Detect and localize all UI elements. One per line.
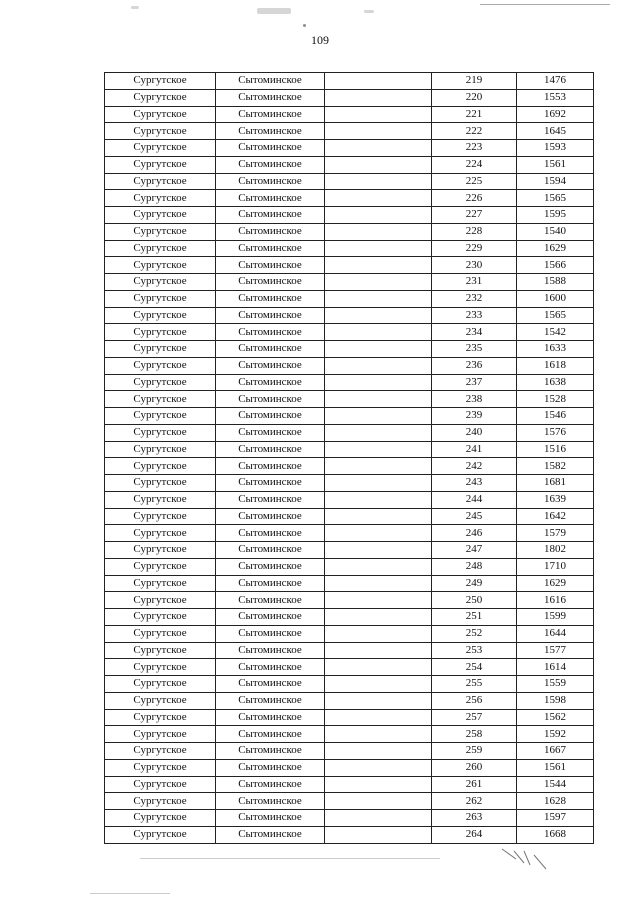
extra-cell <box>325 592 432 609</box>
number-cell: 236 <box>432 357 517 374</box>
field-cell: Сытоминское <box>216 558 325 575</box>
table-row <box>105 558 594 575</box>
extra-cell <box>325 743 432 760</box>
value-cell: 1476 <box>517 73 594 90</box>
region-cell: Сургутское <box>105 776 216 793</box>
region-cell: Сургутское <box>105 592 216 609</box>
table-row <box>105 424 594 441</box>
extra-cell <box>325 240 432 257</box>
number-cell: 222 <box>432 123 517 140</box>
value-cell: 1628 <box>517 793 594 810</box>
extra-cell <box>325 542 432 559</box>
value-cell: 1614 <box>517 659 594 676</box>
region-cell: Сургутское <box>105 223 216 240</box>
region-cell: Сургутское <box>105 609 216 626</box>
extra-cell <box>325 140 432 157</box>
field-cell: Сытоминское <box>216 676 325 693</box>
value-cell: 1565 <box>517 307 594 324</box>
region-cell: Сургутское <box>105 357 216 374</box>
field-cell: Сытоминское <box>216 106 325 123</box>
region-cell: Сургутское <box>105 625 216 642</box>
extra-cell <box>325 290 432 307</box>
table-row <box>105 374 594 391</box>
field-cell: Сытоминское <box>216 810 325 827</box>
table-row <box>105 592 594 609</box>
field-cell: Сытоминское <box>216 592 325 609</box>
extra-cell <box>325 73 432 90</box>
field-cell: Сытоминское <box>216 642 325 659</box>
extra-cell <box>325 341 432 358</box>
value-cell: 1629 <box>517 575 594 592</box>
field-cell: Сытоминское <box>216 575 325 592</box>
field-cell: Сытоминское <box>216 290 325 307</box>
field-cell: Сытоминское <box>216 89 325 106</box>
field-cell: Сытоминское <box>216 156 325 173</box>
extra-cell <box>325 625 432 642</box>
region-cell: Сургутское <box>105 156 216 173</box>
field-cell: Сытоминское <box>216 508 325 525</box>
region-cell: Сургутское <box>105 558 216 575</box>
region-cell: Сургутское <box>105 73 216 90</box>
scan-line <box>90 893 170 894</box>
scan-smudge <box>257 8 291 14</box>
table-row <box>105 525 594 542</box>
field-cell: Сытоминское <box>216 357 325 374</box>
field-cell: Сытоминское <box>216 542 325 559</box>
field-cell: Сытоминское <box>216 341 325 358</box>
number-cell: 221 <box>432 106 517 123</box>
field-cell: Сытоминское <box>216 140 325 157</box>
field-cell: Сытоминское <box>216 374 325 391</box>
table-row <box>105 743 594 760</box>
extra-cell <box>325 223 432 240</box>
value-cell: 1553 <box>517 89 594 106</box>
region-cell: Сургутское <box>105 140 216 157</box>
region-cell: Сургутское <box>105 424 216 441</box>
value-cell: 1594 <box>517 173 594 190</box>
field-cell: Сытоминское <box>216 223 325 240</box>
number-cell: 242 <box>432 458 517 475</box>
region-cell: Сургутское <box>105 106 216 123</box>
value-cell: 1577 <box>517 642 594 659</box>
region-cell: Сургутское <box>105 441 216 458</box>
extra-cell <box>325 525 432 542</box>
table-row <box>105 123 594 140</box>
value-cell: 1802 <box>517 542 594 559</box>
field-cell: Сытоминское <box>216 73 325 90</box>
extra-cell <box>325 810 432 827</box>
field-cell: Сытоминское <box>216 793 325 810</box>
extra-cell <box>325 475 432 492</box>
table-row <box>105 491 594 508</box>
field-cell: Сытоминское <box>216 458 325 475</box>
number-cell: 251 <box>432 609 517 626</box>
region-cell: Сургутское <box>105 374 216 391</box>
region-cell: Сургутское <box>105 257 216 274</box>
extra-cell <box>325 274 432 291</box>
number-cell: 262 <box>432 793 517 810</box>
number-cell: 245 <box>432 508 517 525</box>
field-cell: Сытоминское <box>216 173 325 190</box>
value-cell: 1576 <box>517 424 594 441</box>
table-row <box>105 290 594 307</box>
table-row <box>105 140 594 157</box>
region-cell: Сургутское <box>105 290 216 307</box>
region-cell: Сургутское <box>105 458 216 475</box>
extra-cell <box>325 609 432 626</box>
extra-cell <box>325 642 432 659</box>
value-cell: 1595 <box>517 207 594 224</box>
table-row <box>105 357 594 374</box>
registry-table <box>104 72 594 844</box>
extra-cell <box>325 357 432 374</box>
number-cell: 219 <box>432 73 517 90</box>
extra-cell <box>325 441 432 458</box>
value-cell: 1681 <box>517 475 594 492</box>
table-row <box>105 391 594 408</box>
value-cell: 1645 <box>517 123 594 140</box>
extra-cell <box>325 726 432 743</box>
region-cell: Сургутское <box>105 307 216 324</box>
table-row <box>105 793 594 810</box>
field-cell: Сытоминское <box>216 659 325 676</box>
field-cell: Сытоминское <box>216 709 325 726</box>
value-cell: 1516 <box>517 441 594 458</box>
field-cell: Сытоминское <box>216 491 325 508</box>
table-row <box>105 642 594 659</box>
extra-cell <box>325 659 432 676</box>
extra-cell <box>325 106 432 123</box>
region-cell: Сургутское <box>105 408 216 425</box>
number-cell: 224 <box>432 156 517 173</box>
number-cell: 253 <box>432 642 517 659</box>
number-cell: 244 <box>432 491 517 508</box>
table-row <box>105 223 594 240</box>
value-cell: 1692 <box>517 106 594 123</box>
extra-cell <box>325 408 432 425</box>
number-cell: 249 <box>432 575 517 592</box>
value-cell: 1592 <box>517 726 594 743</box>
region-cell: Сургутское <box>105 475 216 492</box>
value-cell: 1579 <box>517 525 594 542</box>
field-cell: Сытоминское <box>216 190 325 207</box>
number-cell: 226 <box>432 190 517 207</box>
number-cell: 229 <box>432 240 517 257</box>
value-cell: 1559 <box>517 676 594 693</box>
value-cell: 1600 <box>517 290 594 307</box>
value-cell: 1642 <box>517 508 594 525</box>
table-row <box>105 324 594 341</box>
value-cell: 1644 <box>517 625 594 642</box>
field-cell: Сытоминское <box>216 207 325 224</box>
extra-cell <box>325 558 432 575</box>
value-cell: 1542 <box>517 324 594 341</box>
number-cell: 232 <box>432 290 517 307</box>
field-cell: Сытоминское <box>216 625 325 642</box>
table-row <box>105 307 594 324</box>
field-cell: Сытоминское <box>216 408 325 425</box>
scan-smudge <box>131 6 139 9</box>
scan-line <box>140 858 440 859</box>
field-cell: Сытоминское <box>216 776 325 793</box>
table-row <box>105 776 594 793</box>
table-row <box>105 240 594 257</box>
field-cell: Сытоминское <box>216 726 325 743</box>
value-cell: 1593 <box>517 140 594 157</box>
region-cell: Сургутское <box>105 793 216 810</box>
value-cell: 1540 <box>517 223 594 240</box>
number-cell: 227 <box>432 207 517 224</box>
value-cell: 1710 <box>517 558 594 575</box>
table-row <box>105 508 594 525</box>
table-row <box>105 73 594 90</box>
table-row <box>105 408 594 425</box>
region-cell: Сургутское <box>105 743 216 760</box>
number-cell: 256 <box>432 692 517 709</box>
value-cell: 1639 <box>517 491 594 508</box>
region-cell: Сургутское <box>105 123 216 140</box>
extra-cell <box>325 123 432 140</box>
extra-cell <box>325 759 432 776</box>
table-row <box>105 257 594 274</box>
region-cell: Сургутское <box>105 491 216 508</box>
table-row <box>105 475 594 492</box>
number-cell: 238 <box>432 391 517 408</box>
number-cell: 252 <box>432 625 517 642</box>
number-cell: 240 <box>432 424 517 441</box>
number-cell: 255 <box>432 676 517 693</box>
table-row <box>105 609 594 626</box>
extra-cell <box>325 424 432 441</box>
field-cell: Сытоминское <box>216 307 325 324</box>
region-cell: Сургутское <box>105 525 216 542</box>
field-cell: Сытоминское <box>216 274 325 291</box>
value-cell: 1582 <box>517 458 594 475</box>
region-cell: Сургутское <box>105 324 216 341</box>
number-cell: 264 <box>432 826 517 843</box>
extra-cell <box>325 692 432 709</box>
value-cell: 1561 <box>517 156 594 173</box>
region-cell: Сургутское <box>105 542 216 559</box>
table-row <box>105 207 594 224</box>
value-cell: 1562 <box>517 709 594 726</box>
value-cell: 1597 <box>517 810 594 827</box>
table-row <box>105 341 594 358</box>
value-cell: 1599 <box>517 609 594 626</box>
value-cell: 1638 <box>517 374 594 391</box>
extra-cell <box>325 374 432 391</box>
table-row <box>105 173 594 190</box>
number-cell: 233 <box>432 307 517 324</box>
extra-cell <box>325 391 432 408</box>
number-cell: 231 <box>432 274 517 291</box>
extra-cell <box>325 575 432 592</box>
extra-cell <box>325 156 432 173</box>
table-row <box>105 692 594 709</box>
value-cell: 1629 <box>517 240 594 257</box>
value-cell: 1618 <box>517 357 594 374</box>
region-cell: Сургутское <box>105 391 216 408</box>
number-cell: 258 <box>432 726 517 743</box>
field-cell: Сытоминское <box>216 759 325 776</box>
value-cell: 1616 <box>517 592 594 609</box>
field-cell: Сытоминское <box>216 324 325 341</box>
extra-cell <box>325 793 432 810</box>
region-cell: Сургутское <box>105 692 216 709</box>
table-row <box>105 190 594 207</box>
number-cell: 239 <box>432 408 517 425</box>
extra-cell <box>325 173 432 190</box>
region-cell: Сургутское <box>105 341 216 358</box>
scan-smudge <box>364 10 374 13</box>
table-row <box>105 89 594 106</box>
number-cell: 234 <box>432 324 517 341</box>
number-cell: 247 <box>432 542 517 559</box>
table-row <box>105 106 594 123</box>
region-cell: Сургутское <box>105 826 216 843</box>
field-cell: Сытоминское <box>216 609 325 626</box>
extra-cell <box>325 307 432 324</box>
number-cell: 261 <box>432 776 517 793</box>
number-cell: 250 <box>432 592 517 609</box>
extra-cell <box>325 257 432 274</box>
extra-cell <box>325 207 432 224</box>
value-cell: 1667 <box>517 743 594 760</box>
region-cell: Сургутское <box>105 274 216 291</box>
value-cell: 1561 <box>517 759 594 776</box>
scan-line <box>480 4 610 5</box>
value-cell: 1668 <box>517 826 594 843</box>
field-cell: Сытоминское <box>216 424 325 441</box>
region-cell: Сургутское <box>105 575 216 592</box>
table-row <box>105 575 594 592</box>
region-cell: Сургутское <box>105 240 216 257</box>
number-cell: 225 <box>432 173 517 190</box>
value-cell: 1528 <box>517 391 594 408</box>
extra-cell <box>325 190 432 207</box>
field-cell: Сытоминское <box>216 391 325 408</box>
region-cell: Сургутское <box>105 173 216 190</box>
number-cell: 259 <box>432 743 517 760</box>
value-cell: 1565 <box>517 190 594 207</box>
table-row <box>105 441 594 458</box>
table-row <box>105 274 594 291</box>
region-cell: Сургутское <box>105 759 216 776</box>
registry-table-body <box>105 73 594 844</box>
table-row <box>105 542 594 559</box>
number-cell: 243 <box>432 475 517 492</box>
number-cell: 263 <box>432 810 517 827</box>
table-row <box>105 826 594 843</box>
table-row <box>105 625 594 642</box>
extra-cell <box>325 508 432 525</box>
region-cell: Сургутское <box>105 207 216 224</box>
extra-cell <box>325 458 432 475</box>
number-cell: 230 <box>432 257 517 274</box>
region-cell: Сургутское <box>105 190 216 207</box>
number-cell: 220 <box>432 89 517 106</box>
number-cell: 223 <box>432 140 517 157</box>
number-cell: 241 <box>432 441 517 458</box>
field-cell: Сытоминское <box>216 743 325 760</box>
extra-cell <box>325 776 432 793</box>
field-cell: Сытоминское <box>216 257 325 274</box>
value-cell: 1598 <box>517 692 594 709</box>
table-row <box>105 676 594 693</box>
table-row <box>105 759 594 776</box>
number-cell: 257 <box>432 709 517 726</box>
region-cell: Сургутское <box>105 709 216 726</box>
number-cell: 228 <box>432 223 517 240</box>
extra-cell <box>325 491 432 508</box>
region-cell: Сургутское <box>105 676 216 693</box>
table-row <box>105 659 594 676</box>
pen-scribble <box>500 845 560 875</box>
field-cell: Сытоминское <box>216 441 325 458</box>
number-cell: 248 <box>432 558 517 575</box>
field-cell: Сытоминское <box>216 826 325 843</box>
extra-cell <box>325 324 432 341</box>
number-cell: 235 <box>432 341 517 358</box>
region-cell: Сургутское <box>105 642 216 659</box>
table-row <box>105 156 594 173</box>
table-row <box>105 810 594 827</box>
extra-cell <box>325 709 432 726</box>
value-cell: 1588 <box>517 274 594 291</box>
value-cell: 1566 <box>517 257 594 274</box>
value-cell: 1544 <box>517 776 594 793</box>
field-cell: Сытоминское <box>216 525 325 542</box>
extra-cell <box>325 676 432 693</box>
region-cell: Сургутское <box>105 726 216 743</box>
number-cell: 254 <box>432 659 517 676</box>
table-row <box>105 726 594 743</box>
page-number: 109 <box>311 33 329 47</box>
field-cell: Сытоминское <box>216 240 325 257</box>
region-cell: Сургутское <box>105 508 216 525</box>
field-cell: Сытоминское <box>216 123 325 140</box>
table-row <box>105 709 594 726</box>
region-cell: Сургутское <box>105 89 216 106</box>
number-cell: 237 <box>432 374 517 391</box>
extra-cell <box>325 826 432 843</box>
region-cell: Сургутское <box>105 810 216 827</box>
field-cell: Сытоминское <box>216 692 325 709</box>
number-cell: 260 <box>432 759 517 776</box>
number-cell: 246 <box>432 525 517 542</box>
value-cell: 1546 <box>517 408 594 425</box>
value-cell: 1633 <box>517 341 594 358</box>
table-row <box>105 458 594 475</box>
region-cell: Сургутское <box>105 659 216 676</box>
field-cell: Сытоминское <box>216 475 325 492</box>
scan-smudge <box>303 24 306 27</box>
extra-cell <box>325 89 432 106</box>
